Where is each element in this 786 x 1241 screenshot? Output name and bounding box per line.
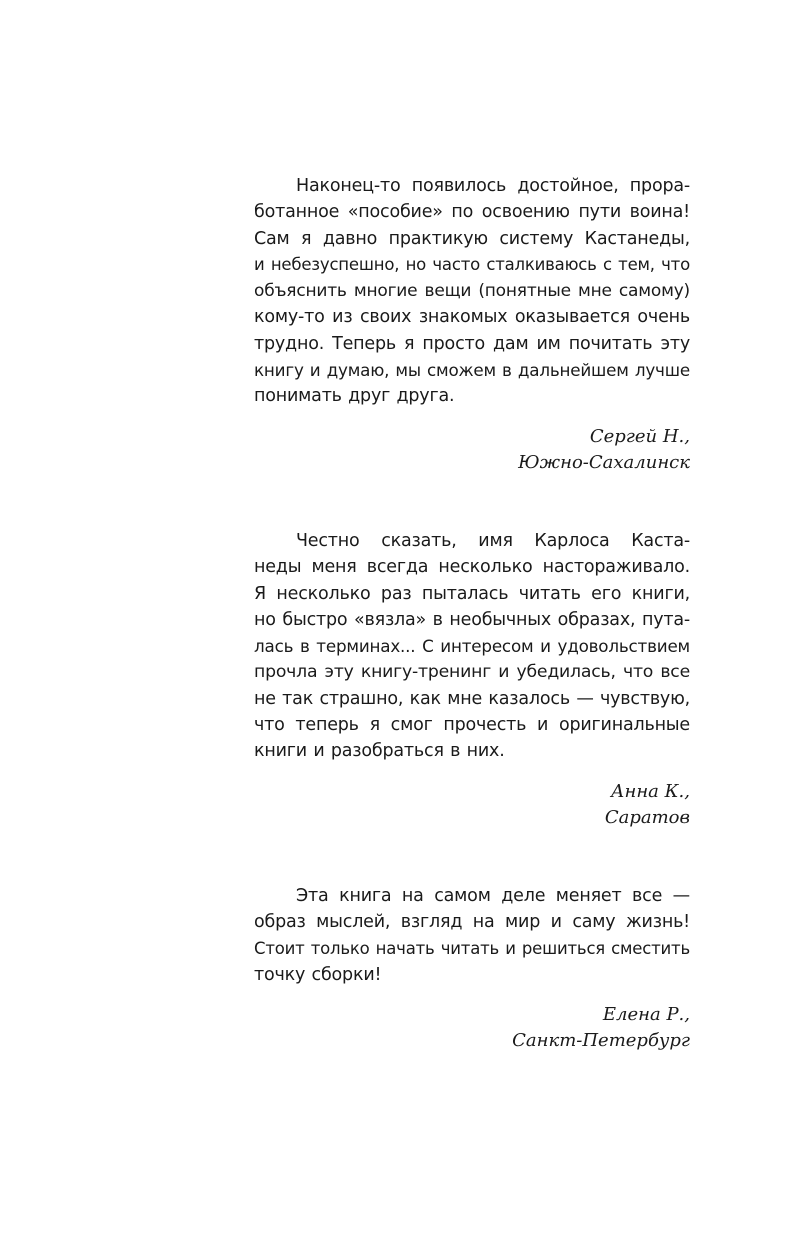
review-1-line: понимать друг друга. (254, 386, 455, 407)
review-2-city: Саратов (604, 806, 690, 828)
review-2-line: неды меня всегда несколько настораживало. (254, 557, 690, 578)
review-1-signature (254, 424, 690, 477)
review-1-line: кому-то из своих знакомых оказывается очень (254, 307, 690, 328)
review-3-text (254, 883, 690, 988)
review-2 (254, 528, 690, 831)
review-2-line: лась в терминах... С интересом и удовольствием (254, 636, 690, 657)
review-1-author: Сергей Н., (589, 425, 690, 447)
review-1 (254, 173, 690, 476)
review-2-line: но быстро «вязла» в необычных образах, пута- (254, 609, 690, 630)
review-1-line: Сам я давно практикую систему Кастанеды, (254, 228, 690, 249)
review-1-line: Наконец-то появилось достойное, прора- (296, 176, 690, 196)
review-2-line: Я несколько раз пыталась читать его книги, (254, 583, 690, 604)
review-3-line: Эта книга на самом деле меняет все — (296, 886, 690, 906)
review-1-line: и небезуспешно, но часто сталкиваюсь с тем, что (254, 254, 690, 274)
review-2-signature (254, 779, 690, 832)
review-3-city: Санкт-Петербург (512, 1030, 690, 1052)
review-2-line: Честно сказать, имя Карлоса Каста- (296, 531, 690, 551)
review-1-line: ботанное «пособие» по освоению пути воина! (254, 202, 690, 223)
review-3-line: образ мыслей, взгляд на мир и саму жизнь! (254, 912, 690, 933)
review-2-line: не так страшно, как мне казалось — чувствую, (254, 688, 690, 709)
review-2-line: что теперь я смог прочесть и оригинальные (254, 715, 690, 736)
review-2-text (254, 528, 690, 765)
review-2-author: Анна К., (610, 780, 690, 802)
review-1-line: трудно. Теперь я просто дам им почитать эту (254, 333, 690, 354)
review-2-line: прочла эту книгу-тренинг и убедилась, что все (254, 662, 690, 683)
review-1-city: Южно-Сахалинск (518, 451, 690, 473)
review-3-line: точку сборки! (254, 964, 382, 985)
review-1-line: книгу и думаю, мы сможем в дальнейшем лучше (254, 360, 690, 381)
review-3-author: Елена Р., (602, 1004, 690, 1026)
review-3-line: Стоит только начать читать и решиться сместить (254, 938, 690, 958)
review-2-line: книги и разобраться в них. (254, 741, 505, 762)
review-1-line: объяснить многие вещи (понятные мне самому) (254, 281, 690, 302)
review-3 (254, 883, 690, 1055)
review-1-text (254, 173, 690, 410)
review-3-signature (254, 1002, 690, 1055)
